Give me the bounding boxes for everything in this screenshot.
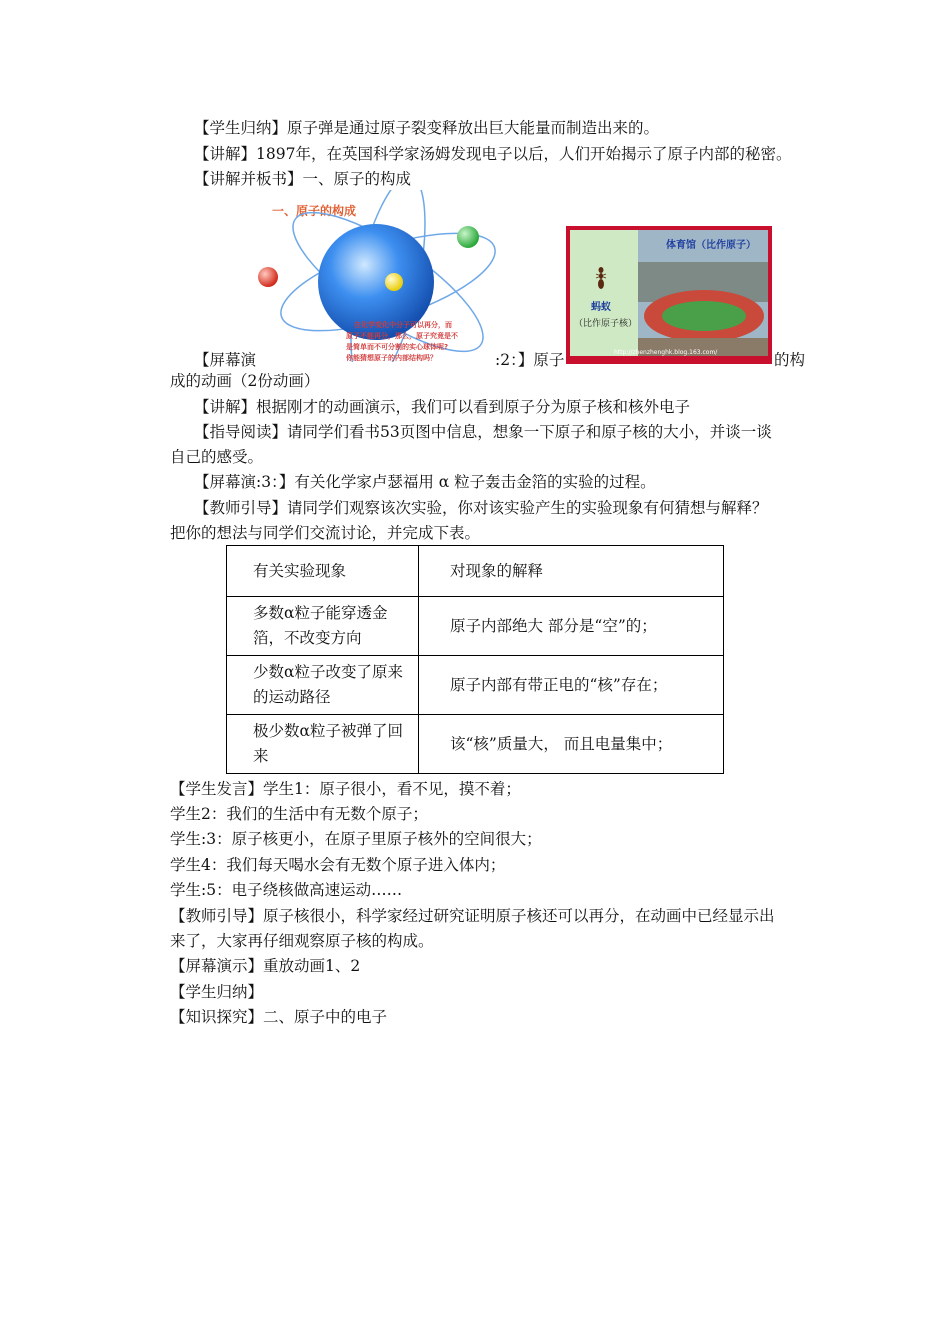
electron-green <box>457 226 479 248</box>
ant-sub-label: （比作原子核） <box>574 319 638 329</box>
table-row <box>227 597 724 656</box>
ant-label: 蚂蚁 <box>591 302 611 313</box>
table-cell: 多数α粒子能穿透金箔，不改变方向 <box>227 597 419 656</box>
text-line-4b: :2：】原子 <box>495 351 565 369</box>
electron-yellow <box>385 273 403 291</box>
electron-red <box>258 267 278 287</box>
table-row <box>227 715 724 774</box>
stadium-ant-figure <box>566 226 772 364</box>
text-line-18: 来了，大家再仔细观察原子核的构成。 <box>170 932 434 950</box>
table-cell: 该“核”质量大， 而且电量集中； <box>419 715 724 774</box>
text-line-9: 【屏幕演:3：】有关化学家卢瑟福用 α 粒子轰击金箔的实验的过程。 <box>194 473 656 491</box>
table-header-cell: 对现象的解释 <box>419 546 724 597</box>
text-line-11: 把你的想法与同学们交流讨论，并完成下表。 <box>170 524 481 542</box>
text-line-4c: 的构 <box>774 351 806 369</box>
text-line-15: 学生4：我们每天喝水会有无数个原子进入体内； <box>170 856 506 874</box>
text-line-13: 学生2：我们的生活中有无数个原子； <box>170 805 428 823</box>
text-line-12: 【学生发言】学生1：原子很小，看不见，摸不着； <box>170 780 521 798</box>
text-line-6: 【讲解】根据刚才的动画演示，我们可以看到原子分为原子核和核外电子 <box>194 398 691 416</box>
figure-title: 一、原子的构成 <box>272 204 357 218</box>
text-line-14: 学生:3：原子核更小，在原子里原子核外的空间很大； <box>170 830 542 848</box>
table-cell: 原子内部有带正电的“核”存在； <box>419 656 724 715</box>
atom-structure-figure <box>258 190 498 362</box>
experiment-table <box>226 545 724 774</box>
table-header-row <box>227 546 724 597</box>
text-line-16: 学生:5：电子绕核做高速运动…… <box>170 881 403 899</box>
table-header-cell: 有关实验现象 <box>227 546 419 597</box>
text-line-21: 【知识探究】二、原子中的电子 <box>170 1008 388 1026</box>
text-line-3: 【讲解并板书】一、原子的构成 <box>194 170 412 188</box>
table-cell: 原子内部绝大 部分是“空”的； <box>419 597 724 656</box>
text-line-17: 【教师引导】原子核很小，科学家经过研究证明原子核还可以再分，在动画中已经显示出 <box>170 907 775 925</box>
text-line-10: 【教师引导】请同学们观察该次实验，你对该实验产生的实验现象有何猜想与解释？ <box>194 499 768 517</box>
text-line-7: 【指导阅读】请同学们看书53页图中信息，想象一下原子和原子核的大小，并谈一谈 <box>194 423 772 441</box>
text-line-2: 【讲解】1897年，在英国科学家汤姆发现电子以后，人们开始揭示了原子内部的秘密。 <box>194 145 792 163</box>
figure-text-3: 是简单而不可分割的实心球体呢? <box>346 343 449 351</box>
text-line-8: 自己的感受。 <box>170 448 264 466</box>
table-cell: 少数α粒子改变了原来的运动路径 <box>227 656 419 715</box>
figure-text-2: 原子不能再分，那么，原子究竟是不 <box>346 332 458 340</box>
field <box>662 301 746 331</box>
text-line-20: 【学生归纳】 <box>170 983 264 1001</box>
text-line-19: 【屏幕演示】重放动画1、2 <box>170 957 361 975</box>
figure-text-1: 在化学变化中分子可以再分，而 <box>354 321 452 329</box>
stadium-label: 体育馆（比作原子） <box>666 240 756 251</box>
table-cell: 极少数α粒子被弹了回来 <box>227 715 419 774</box>
figure-url: http://zhenzhenghk.blog.163.com/ <box>614 349 718 356</box>
text-line-1: 【学生归纳】原子弹是通过原子裂变释放出巨大能量而制造出来的。 <box>194 119 660 137</box>
text-line-5: 成的动画（2份动画） <box>170 372 320 390</box>
figure-text-4: 你能猜想原子的内部结构吗？ <box>346 354 437 362</box>
table-row <box>227 656 724 715</box>
text-line-4a: 【屏幕演 <box>194 351 257 369</box>
